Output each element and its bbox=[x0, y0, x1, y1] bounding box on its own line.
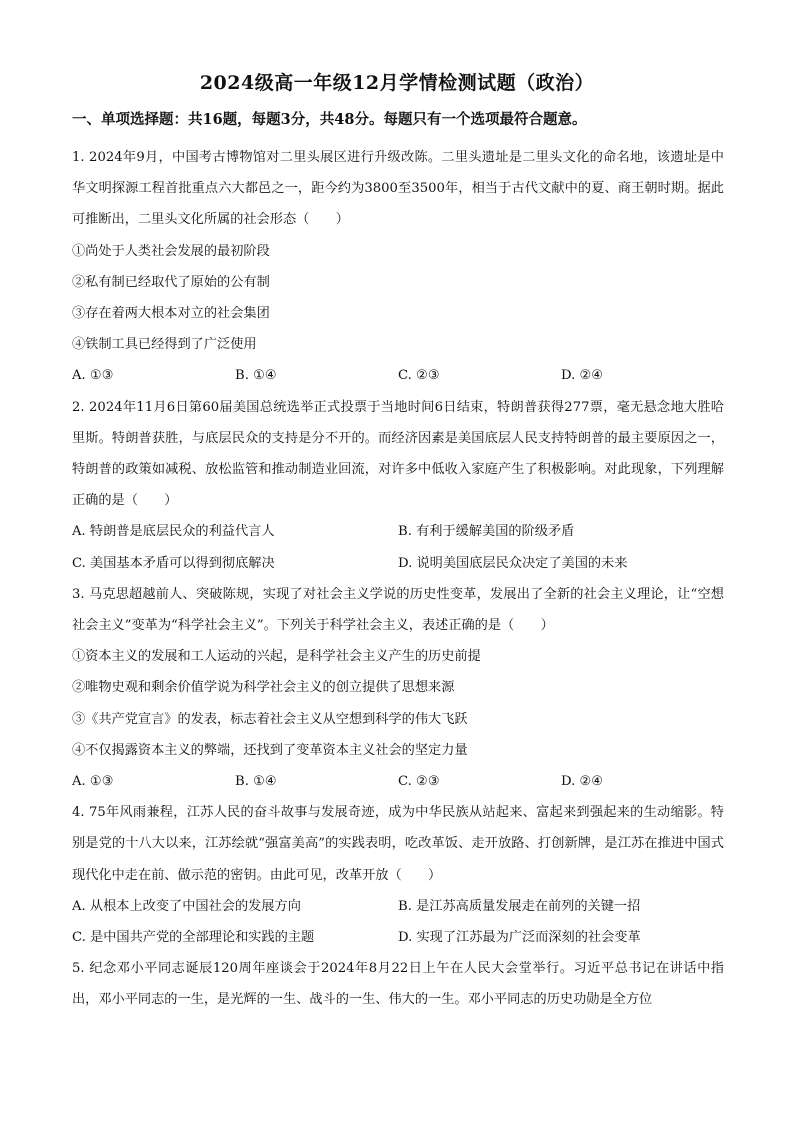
section-heading: 一、单项选择题：共16题，每题3分，共48分。每题只有一个选项最符合题意。 bbox=[72, 111, 587, 128]
page-title: 2024级高一年级12月学情检测试题（政治） bbox=[199, 72, 595, 94]
question-stem: 3. 马克思超越前人、突破陈规，实现了对社会主义学说的历史性变革，发展出了全新的社会主义理论，让“空想社会主义”变革为“科学社会主义”。下列关于科学社会主义，表述正确的是（ ） bbox=[72, 586, 724, 633]
option-b: B. 有利于缓解美国的阶级矛盾 bbox=[398, 524, 575, 540]
statement: ②唯物史观和剩余价值学说为科学社会主义的创立提供了思想来源 bbox=[72, 680, 455, 696]
statement: ④铁制工具已经得到了广泛使用 bbox=[72, 337, 257, 353]
option-c: C. ②③ bbox=[398, 774, 440, 790]
option-d: D. ②④ bbox=[561, 774, 604, 790]
option-b: B. 是江苏高质量发展走在前列的关键一招 bbox=[398, 898, 641, 914]
question-stem: 2. 2024年11月6日第60届美国总统选举正式投票于当地时间6日结束，特朗普获得277票，毫无悬念地大胜哈里斯。特朗普获胜，与底层民众的支持是分不开的。而经济因素是美国底层人民支持特朗普的最主要原因之一，特朗普的政策如减税、放松监管和推动制造业回流，对许多中低收入家庭产生了积极影响。对此现象，下列理解正确的是（ ） bbox=[72, 399, 724, 509]
option-c: C. 是中国共产党的全部理论和实践的主题 bbox=[72, 930, 315, 945]
option-a: A. 从根本上改变了中国社会的发展方向 bbox=[72, 898, 301, 914]
option-b: B. ①④ bbox=[235, 774, 277, 790]
statement: ③存在着两大根本对立的社会集团 bbox=[72, 306, 270, 322]
question-list bbox=[72, 142, 724, 1016]
answer-options bbox=[72, 360, 724, 391]
option-c: C. 美国基本矛盾可以得到彻底解决 bbox=[72, 555, 275, 571]
option-d: D. ②④ bbox=[561, 368, 604, 384]
answer-options bbox=[72, 891, 724, 922]
option-a: A. ①③ bbox=[72, 368, 114, 384]
question-stem: 1. 2024年9月，中国考古博物馆对二里头展区进行升级改陈。二里头遗址是二里头文化的命名地，该遗址是中华文明探源工程首批重点六大都邑之一，距今约为3800至3500年，相当于古代文献中的夏、商王朝时期。据此可推断出，二里头文化所属的社会形态（ ） bbox=[72, 150, 724, 228]
answer-options bbox=[72, 548, 724, 579]
statement: ①资本主义的发展和工人运动的兴起，是科学社会主义产生的历史前提 bbox=[72, 649, 481, 665]
option-a: A. 特朗普是底层民众的利益代言人 bbox=[72, 524, 275, 540]
option-c: C. ②③ bbox=[398, 368, 440, 384]
question-stem: 4. 75年风雨兼程，江苏人民的奋斗故事与发展奇迹，成为中华民族从站起来、富起来到强起来的生动缩影。特别是党的十八大以来，江苏绘就“强富美高”的实践表明，吃改革饭、走开放路、打创新牌，是江苏在推进中国式现代化中走在前、做示范的密钥。由此可见，改革开放（ ） bbox=[72, 805, 724, 883]
statement: ③《共产党宣言》的发表，标志着社会主义从空想到科学的伟大飞跃 bbox=[72, 711, 468, 727]
option-b: B. ①④ bbox=[235, 368, 277, 384]
option-d: D. 说明美国底层民众决定了美国的未来 bbox=[398, 555, 628, 571]
option-a: A. ①③ bbox=[72, 774, 114, 790]
answer-options bbox=[72, 516, 724, 547]
answer-options bbox=[72, 766, 724, 797]
statement: ②私有制已经取代了原始的公有制 bbox=[72, 274, 270, 290]
statement: ④不仅揭露资本主义的弊端，还找到了变革资本主义社会的坚定力量 bbox=[72, 742, 468, 758]
question-stem: 5. 纪念邓小平同志诞辰120周年座谈会于2024年8月22日上午在人民大会堂举行。习近平总书记在讲话中指出，邓小平同志的一生，是光辉的一生、战斗的一生、伟大的一生。邓小平同志的历史功勋是全方位 bbox=[72, 961, 724, 1008]
statement: ①尚处于人类社会发展的最初阶段 bbox=[72, 243, 270, 259]
option-d: D. 实现了江苏最为广泛而深刻的社会变革 bbox=[398, 930, 641, 945]
answer-options bbox=[72, 922, 724, 953]
